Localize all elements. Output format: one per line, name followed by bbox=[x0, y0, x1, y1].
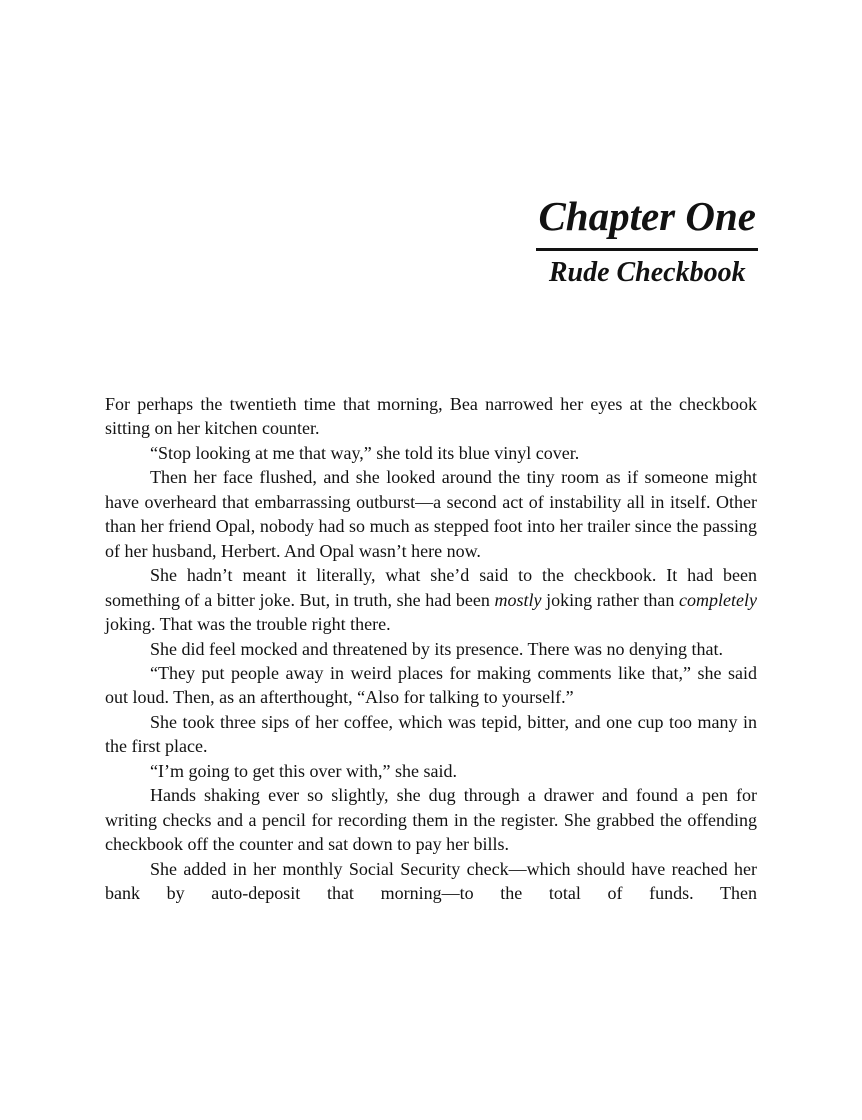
text-segment: For perhaps the twentieth time that morning, Bea narrowed her eyes at the checkbook sitting on her kitchen counter. bbox=[105, 394, 757, 439]
paragraph bbox=[105, 465, 757, 563]
paragraph bbox=[105, 710, 757, 759]
text-segment: joking. That was the trouble right there. bbox=[105, 614, 391, 635]
italic-text: mostly bbox=[494, 589, 542, 610]
text-segment: joking rather than bbox=[541, 589, 680, 610]
text-segment: “They put people away in weird places for making comments like that,” she said out loud. Then, as an afterthought, “Also for talking to yourself.” bbox=[105, 662, 757, 708]
text-segment: She hadn’t meant it literally, what she’d said to the checkbook. It had been something of a bitter joke. But, in truth, she had been bbox=[105, 565, 757, 610]
text-segment: “Stop looking at me that way,” she told its blue vinyl cover. bbox=[150, 442, 580, 463]
paragraph bbox=[105, 857, 757, 906]
text-segment: She added in her monthly Social Security check—which should have reached her bank by auto-deposit that morning—to the total of funds. Then bbox=[105, 858, 757, 904]
paragraph bbox=[105, 759, 757, 783]
paragraph bbox=[105, 783, 757, 856]
chapter-title: Chapter One bbox=[536, 194, 758, 251]
paragraph bbox=[105, 441, 757, 465]
paragraph bbox=[105, 637, 757, 661]
paragraph bbox=[105, 392, 757, 441]
chapter-heading bbox=[536, 194, 758, 289]
text-segment: Then her face flushed, and she looked around the tiny room as if someone might have overheard that embarrassing outburst—a second act of instability all in itself. Other than her friend Opal, nobody had so much as stepped foot into her trailer since the passing of her husband, Herbert. And Opal wasn’t here now. bbox=[105, 467, 757, 561]
italic-text: completely bbox=[679, 589, 757, 610]
body-text bbox=[105, 392, 757, 906]
text-segment: “I’m going to get this over with,” she said. bbox=[150, 760, 457, 781]
paragraph bbox=[105, 563, 757, 636]
text-segment: She took three sips of her coffee, which was tepid, bitter, and one cup too many in the first place. bbox=[105, 711, 757, 757]
paragraph bbox=[105, 661, 757, 710]
text-segment: She did feel mocked and threatened by its presence. There was no denying that. bbox=[150, 638, 723, 659]
chapter-subtitle: Rude Checkbook bbox=[548, 257, 746, 289]
text-segment: Hands shaking ever so slightly, she dug through a drawer and found a pen for writing checks and a pencil for recording them in the register. She grabbed the offending checkbook off the counter and sat down to pay her bills. bbox=[105, 785, 757, 855]
